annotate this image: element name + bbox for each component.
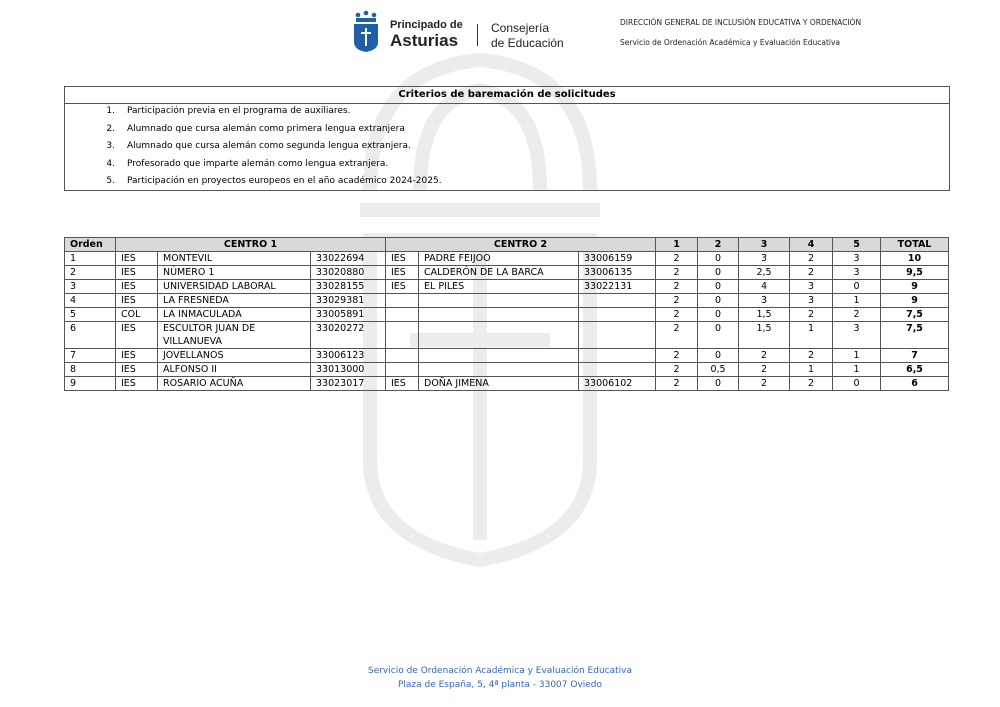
centro1-code-cell: 33023017 (311, 377, 386, 391)
criteria-box (64, 86, 950, 191)
orden-cell: 9 (65, 377, 116, 391)
centro2-type-cell (386, 349, 419, 363)
table-row (65, 308, 949, 322)
header-c4: 4 (790, 238, 833, 252)
table-header (65, 238, 949, 252)
orden-cell: 5 (65, 308, 116, 322)
score-5-cell: 0 (833, 280, 881, 294)
footer-service: Servicio de Ordenación Académica y Evaluación Educativa (367, 666, 632, 676)
score-4-cell: 1 (790, 322, 833, 349)
item-text: Participación previa en el programa de auxiliares. (127, 106, 351, 116)
header-centro2: CENTRO 2 (386, 238, 656, 252)
brand-line1: Principado de (390, 19, 463, 31)
score-2-cell: 0 (698, 349, 739, 363)
centro1-name-cell: ESCULTOR JUAN DE VILLANUEVA (158, 322, 311, 349)
score-1-cell: 2 (656, 266, 698, 280)
centro2-type-cell (386, 363, 419, 377)
centro1-type-cell: IES (116, 349, 158, 363)
criteria-item (65, 122, 949, 140)
centro1-name-cell: UNIVERSIDAD LABORAL (158, 280, 311, 294)
centro1-type-cell: IES (116, 280, 158, 294)
total-cell: 10 (881, 252, 949, 266)
centro2-name-cell: CALDERÓN DE LA BARCA (419, 266, 579, 280)
score-5-cell: 3 (833, 252, 881, 266)
centro2-name-cell: EL PILES (419, 280, 579, 294)
criteria-title: Criterios de baremación de solicitudes (65, 87, 949, 104)
score-5-cell: 2 (833, 308, 881, 322)
brand-department (491, 21, 564, 51)
orden-cell: 4 (65, 294, 116, 308)
centro1-type-cell: IES (116, 322, 158, 349)
score-4-cell: 3 (790, 280, 833, 294)
centro1-type-cell: IES (116, 363, 158, 377)
centro1-name-cell: ALFONSO II (158, 363, 311, 377)
centro1-type-cell: IES (116, 266, 158, 280)
item-number: 5. (106, 176, 115, 186)
brand-dept-line1: Consejería (491, 21, 550, 35)
score-4-cell: 2 (790, 349, 833, 363)
table-row (65, 252, 949, 266)
score-2-cell: 0 (698, 322, 739, 349)
centro2-type-cell (386, 308, 419, 322)
centro2-code-cell: 33022131 (579, 280, 656, 294)
score-1-cell: 2 (656, 294, 698, 308)
centro2-name-cell (419, 308, 579, 322)
score-1-cell: 2 (656, 349, 698, 363)
score-2-cell: 0 (698, 377, 739, 391)
item-text: Participación en proyectos europeos en el año académico 2024-2025. (127, 176, 442, 186)
centro1-type-cell: IES (116, 252, 158, 266)
item-number: 4. (106, 158, 115, 169)
header-c2: 2 (698, 238, 739, 252)
header-c5: 5 (833, 238, 881, 252)
direction-title: DIRECCIÓN GENERAL DE INCLUSIÓN EDUCATIVA Y ORDENACIÓN (620, 18, 862, 27)
score-2-cell: 0 (698, 252, 739, 266)
centro1-code-cell: 33020272 (311, 322, 386, 349)
score-1-cell: 2 (656, 377, 698, 391)
centro1-code-cell: 33029381 (311, 294, 386, 308)
table-row (65, 322, 949, 349)
brand-divider (477, 24, 478, 46)
score-3-cell: 2 (739, 349, 790, 363)
score-3-cell: 1,5 (739, 322, 790, 349)
header-orden: Orden (65, 238, 116, 252)
score-1-cell: 2 (656, 322, 698, 349)
brand-dept-line2: de Educación (491, 36, 564, 50)
criteria-item (65, 157, 949, 175)
centro2-code-cell (579, 294, 656, 308)
centro1-code-cell: 33022694 (311, 252, 386, 266)
centro1-name-cell: NÚMERO 1 (158, 266, 311, 280)
score-4-cell: 2 (790, 252, 833, 266)
score-1-cell: 2 (656, 308, 698, 322)
orden-cell: 7 (65, 349, 116, 363)
item-number: 2. (106, 123, 115, 134)
table-row (65, 363, 949, 377)
score-4-cell: 2 (790, 266, 833, 280)
header-c3: 3 (739, 238, 790, 252)
table-row (65, 377, 949, 391)
criteria-item (65, 174, 949, 192)
score-5-cell: 1 (833, 349, 881, 363)
score-4-cell: 2 (790, 308, 833, 322)
score-5-cell: 0 (833, 377, 881, 391)
centro2-type-cell (386, 294, 419, 308)
score-1-cell: 2 (656, 280, 698, 294)
score-2-cell: 0,5 (698, 363, 739, 377)
item-number: 3. (106, 141, 115, 151)
centro2-code-cell (579, 308, 656, 322)
score-3-cell: 4 (739, 280, 790, 294)
total-cell: 6,5 (881, 363, 949, 377)
centro1-code-cell: 33005891 (311, 308, 386, 322)
orden-cell: 8 (65, 363, 116, 377)
centro1-name-cell: LA INMACULADA (158, 308, 311, 322)
score-1-cell: 2 (656, 252, 698, 266)
brand-line2: Asturias (390, 31, 459, 50)
item-number: 1. (106, 106, 115, 116)
footer-address: Plaza de España, 5, 4ª planta - 33007 Oviedo (397, 680, 603, 690)
centro2-name-cell: DOÑA JIMENA (419, 377, 579, 391)
centro1-type-cell: IES (116, 377, 158, 391)
centro2-type-cell: IES (386, 252, 419, 266)
item-text: Profesorado que imparte alemán como lengua extranjera. (127, 158, 389, 169)
centro2-type-cell: IES (386, 377, 419, 391)
centro1-code-cell: 33028155 (311, 280, 386, 294)
centro2-code-cell (579, 322, 656, 349)
total-cell: 9,5 (881, 266, 949, 280)
centro1-name-cell: JOVELLANOS (158, 349, 311, 363)
total-cell: 7,5 (881, 322, 949, 349)
score-5-cell: 3 (833, 322, 881, 349)
total-cell: 7 (881, 349, 949, 363)
centro2-name-cell (419, 294, 579, 308)
centro2-code-cell (579, 349, 656, 363)
table-row (65, 280, 949, 294)
score-4-cell: 3 (790, 294, 833, 308)
asturias-shield-logo (353, 10, 379, 52)
centro2-type-cell (386, 322, 419, 349)
score-3-cell: 1,5 (739, 308, 790, 322)
total-cell: 9 (881, 294, 949, 308)
centro1-code-cell: 33006123 (311, 349, 386, 363)
total-cell: 6 (881, 377, 949, 391)
header-total: TOTAL (881, 238, 949, 252)
orden-cell: 2 (65, 266, 116, 280)
criteria-item (65, 139, 949, 157)
orden-cell: 1 (65, 252, 116, 266)
table-row (65, 294, 949, 308)
total-cell: 9 (881, 280, 949, 294)
score-3-cell: 3 (739, 294, 790, 308)
item-text: Alumnado que cursa alemán como segunda lengua extranjera. (127, 141, 411, 151)
orden-cell: 6 (65, 322, 116, 349)
criteria-list (65, 104, 949, 192)
centro2-name-cell: PADRE FEIJOO (419, 252, 579, 266)
centro2-type-cell: IES (386, 280, 419, 294)
centro1-code-cell: 33013000 (311, 363, 386, 377)
orden-cell: 3 (65, 280, 116, 294)
score-5-cell: 3 (833, 266, 881, 280)
centro2-code-cell: 33006159 (579, 252, 656, 266)
score-5-cell: 1 (833, 363, 881, 377)
score-4-cell: 1 (790, 363, 833, 377)
centro2-code-cell: 33006135 (579, 266, 656, 280)
item-text: Alumnado que cursa alemán como primera lengua extranjera (127, 123, 405, 134)
table-row (65, 266, 949, 280)
centro2-code-cell (579, 363, 656, 377)
centro1-type-cell: COL (116, 308, 158, 322)
centro1-name-cell: LA FRESNEDA (158, 294, 311, 308)
centro2-type-cell: IES (386, 266, 419, 280)
score-1-cell: 2 (656, 363, 698, 377)
score-2-cell: 0 (698, 294, 739, 308)
centro1-type-cell: IES (116, 294, 158, 308)
header-c1: 1 (656, 238, 698, 252)
table-row (65, 349, 949, 363)
score-5-cell: 1 (833, 294, 881, 308)
score-3-cell: 2,5 (739, 266, 790, 280)
header-centro1: CENTRO 1 (116, 238, 386, 252)
centro1-name-cell: ROSARIO ACUÑA (158, 377, 311, 391)
score-2-cell: 0 (698, 280, 739, 294)
centro2-name-cell (419, 322, 579, 349)
centro1-name-cell: MONTEVIL (158, 252, 311, 266)
centro2-name-cell (419, 349, 579, 363)
service-title: Servicio de Ordenación Académica y Evaluación Educativa (620, 38, 841, 47)
ranking-table (64, 237, 949, 391)
total-cell: 7,5 (881, 308, 949, 322)
centro2-name-cell (419, 363, 579, 377)
centro1-code-cell: 33020880 (311, 266, 386, 280)
score-2-cell: 0 (698, 266, 739, 280)
score-2-cell: 0 (698, 308, 739, 322)
score-4-cell: 2 (790, 377, 833, 391)
criteria-item (65, 104, 949, 122)
score-3-cell: 2 (739, 377, 790, 391)
score-3-cell: 2 (739, 363, 790, 377)
score-3-cell: 3 (739, 252, 790, 266)
centro2-code-cell: 33006102 (579, 377, 656, 391)
